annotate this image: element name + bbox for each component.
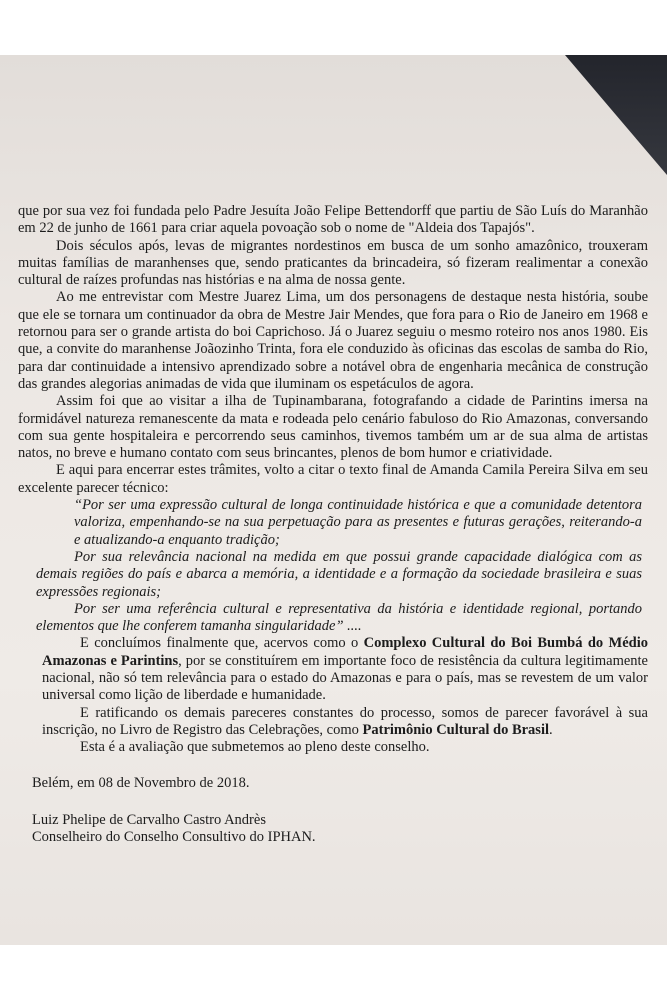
conclusion-bold: Complexo Cultural do Boi Bumbá do Médio Amazonas e Parintins: [42, 635, 649, 669]
paragraph-3: Ao me entrevistar com Mestre Juarez Lima, um dos personagens de destaque nesta história, soube que ele se tornara um continuador da obra de Mestre Jair Mendes, que fora para o Rio de Janeiro em 1968 e retornou para ser o grande artista do boi Caprichoso. Já o Juarez seguiu o mesmo roteiro nos anos 1980. Eis que, a convite do maranhense Joãozinho Trinta, fora ele conduzido às oficinas das escolas de samba do Rio, para dar continuidade a intensivo aprendizado sobre a notável obra de engenharia mecânica de construção das grandes alegorias animadas de vida que iluminam os espetáculos de agora.: [18, 289, 648, 392]
conclusion-text-b: , por se constituírem em importante foco de resistência da cultura legitimamente nacional, não só tem relevância para o estado do Amazonas e para o país, mas se revestem de um valor universal como lição de liberdade e humanidade.: [42, 652, 648, 704]
document-text: [18, 203, 648, 846]
paragraph-evaluation: Esta é a avaliação que submetemos ao pleno deste conselho.: [80, 739, 430, 756]
signature-name: Luiz Phelipe de Carvalho Castro Andrès: [32, 811, 266, 828]
quote-2: Por sua relevância nacional na medida em que possui grande capacidade dialógica com as demais regiões do país e abarca a memória, a identidade e a formação da sociedade brasileira e suas expressões regionais;: [36, 548, 642, 600]
place-date: Belém, em 08 de Novembro de 2018.: [32, 774, 250, 791]
document-photo: [0, 55, 667, 945]
ratification-text-b: .: [549, 721, 553, 738]
paragraph-4: Assim foi que ao visitar a ilha de Tupinambarana, fotografando a cidade de Parintins imersa na formidável natureza remanescente da mata e rodeada pelo cenário fabuloso do Rio Amazonas, conversando com sua gente hospitaleira e percorrendo seus caminhos, tivemos também um ar de sua alma de artistas natos, no breve e humano contato com seus brincantes, plenos de bom humor e criatividade.: [18, 393, 648, 462]
signature-role: Conselheiro do Conselho Consultivo do IPHAN.: [32, 829, 316, 846]
paragraph-conclusion: [18, 635, 648, 704]
ratification-bold: Patrimônio Cultural do Brasil: [362, 721, 550, 738]
paragraph-2: Dois séculos após, levas de migrantes nordestinos em busca de um sonho amazônico, trouxeram muitas famílias de maranhenses que, sendo praticantes da brincadeira, só fizeram realimentar a conexão cultural de raízes profundas nas histórias e na alma de nossa gente.: [18, 237, 648, 289]
paragraph-ratification: [18, 705, 648, 740]
conclusion-text-a: E concluímos finalmente que, acervos como o: [80, 635, 364, 652]
ratification-text-a: E ratificando os demais pareceres constantes do processo, somos de parecer favorável à sua inscrição, no Livro de Registro das Celebrações, como: [42, 704, 648, 738]
quote-3: Por ser uma referência cultural e representativa da história e identidade regional, portando elementos que lhe conferem tamanha singularidade” ....: [36, 600, 642, 635]
paragraph-5: E aqui para encerrar estes trâmites, volto a citar o texto final de Amanda Camila Pereira Silva em seu excelente parecer técnico:: [18, 462, 648, 496]
quote-1: “Por ser uma expressão cultural de longa continuidade histórica e que a comunidade detentora valoriza, empenhando-se na sua perpetuação para as presentes e futuras gerações, reiterando-a e atualizando-a enquanto tradição;: [74, 497, 642, 548]
paragraph-1: que por sua vez foi fundada pelo Padre Jesuíta João Felipe Bettendorff que partiu de São Luís do Maranhão em 22 de junho de 1661 para criar aquela povoação sob o nome de "Aldeia dos Tapajós".: [18, 203, 648, 237]
